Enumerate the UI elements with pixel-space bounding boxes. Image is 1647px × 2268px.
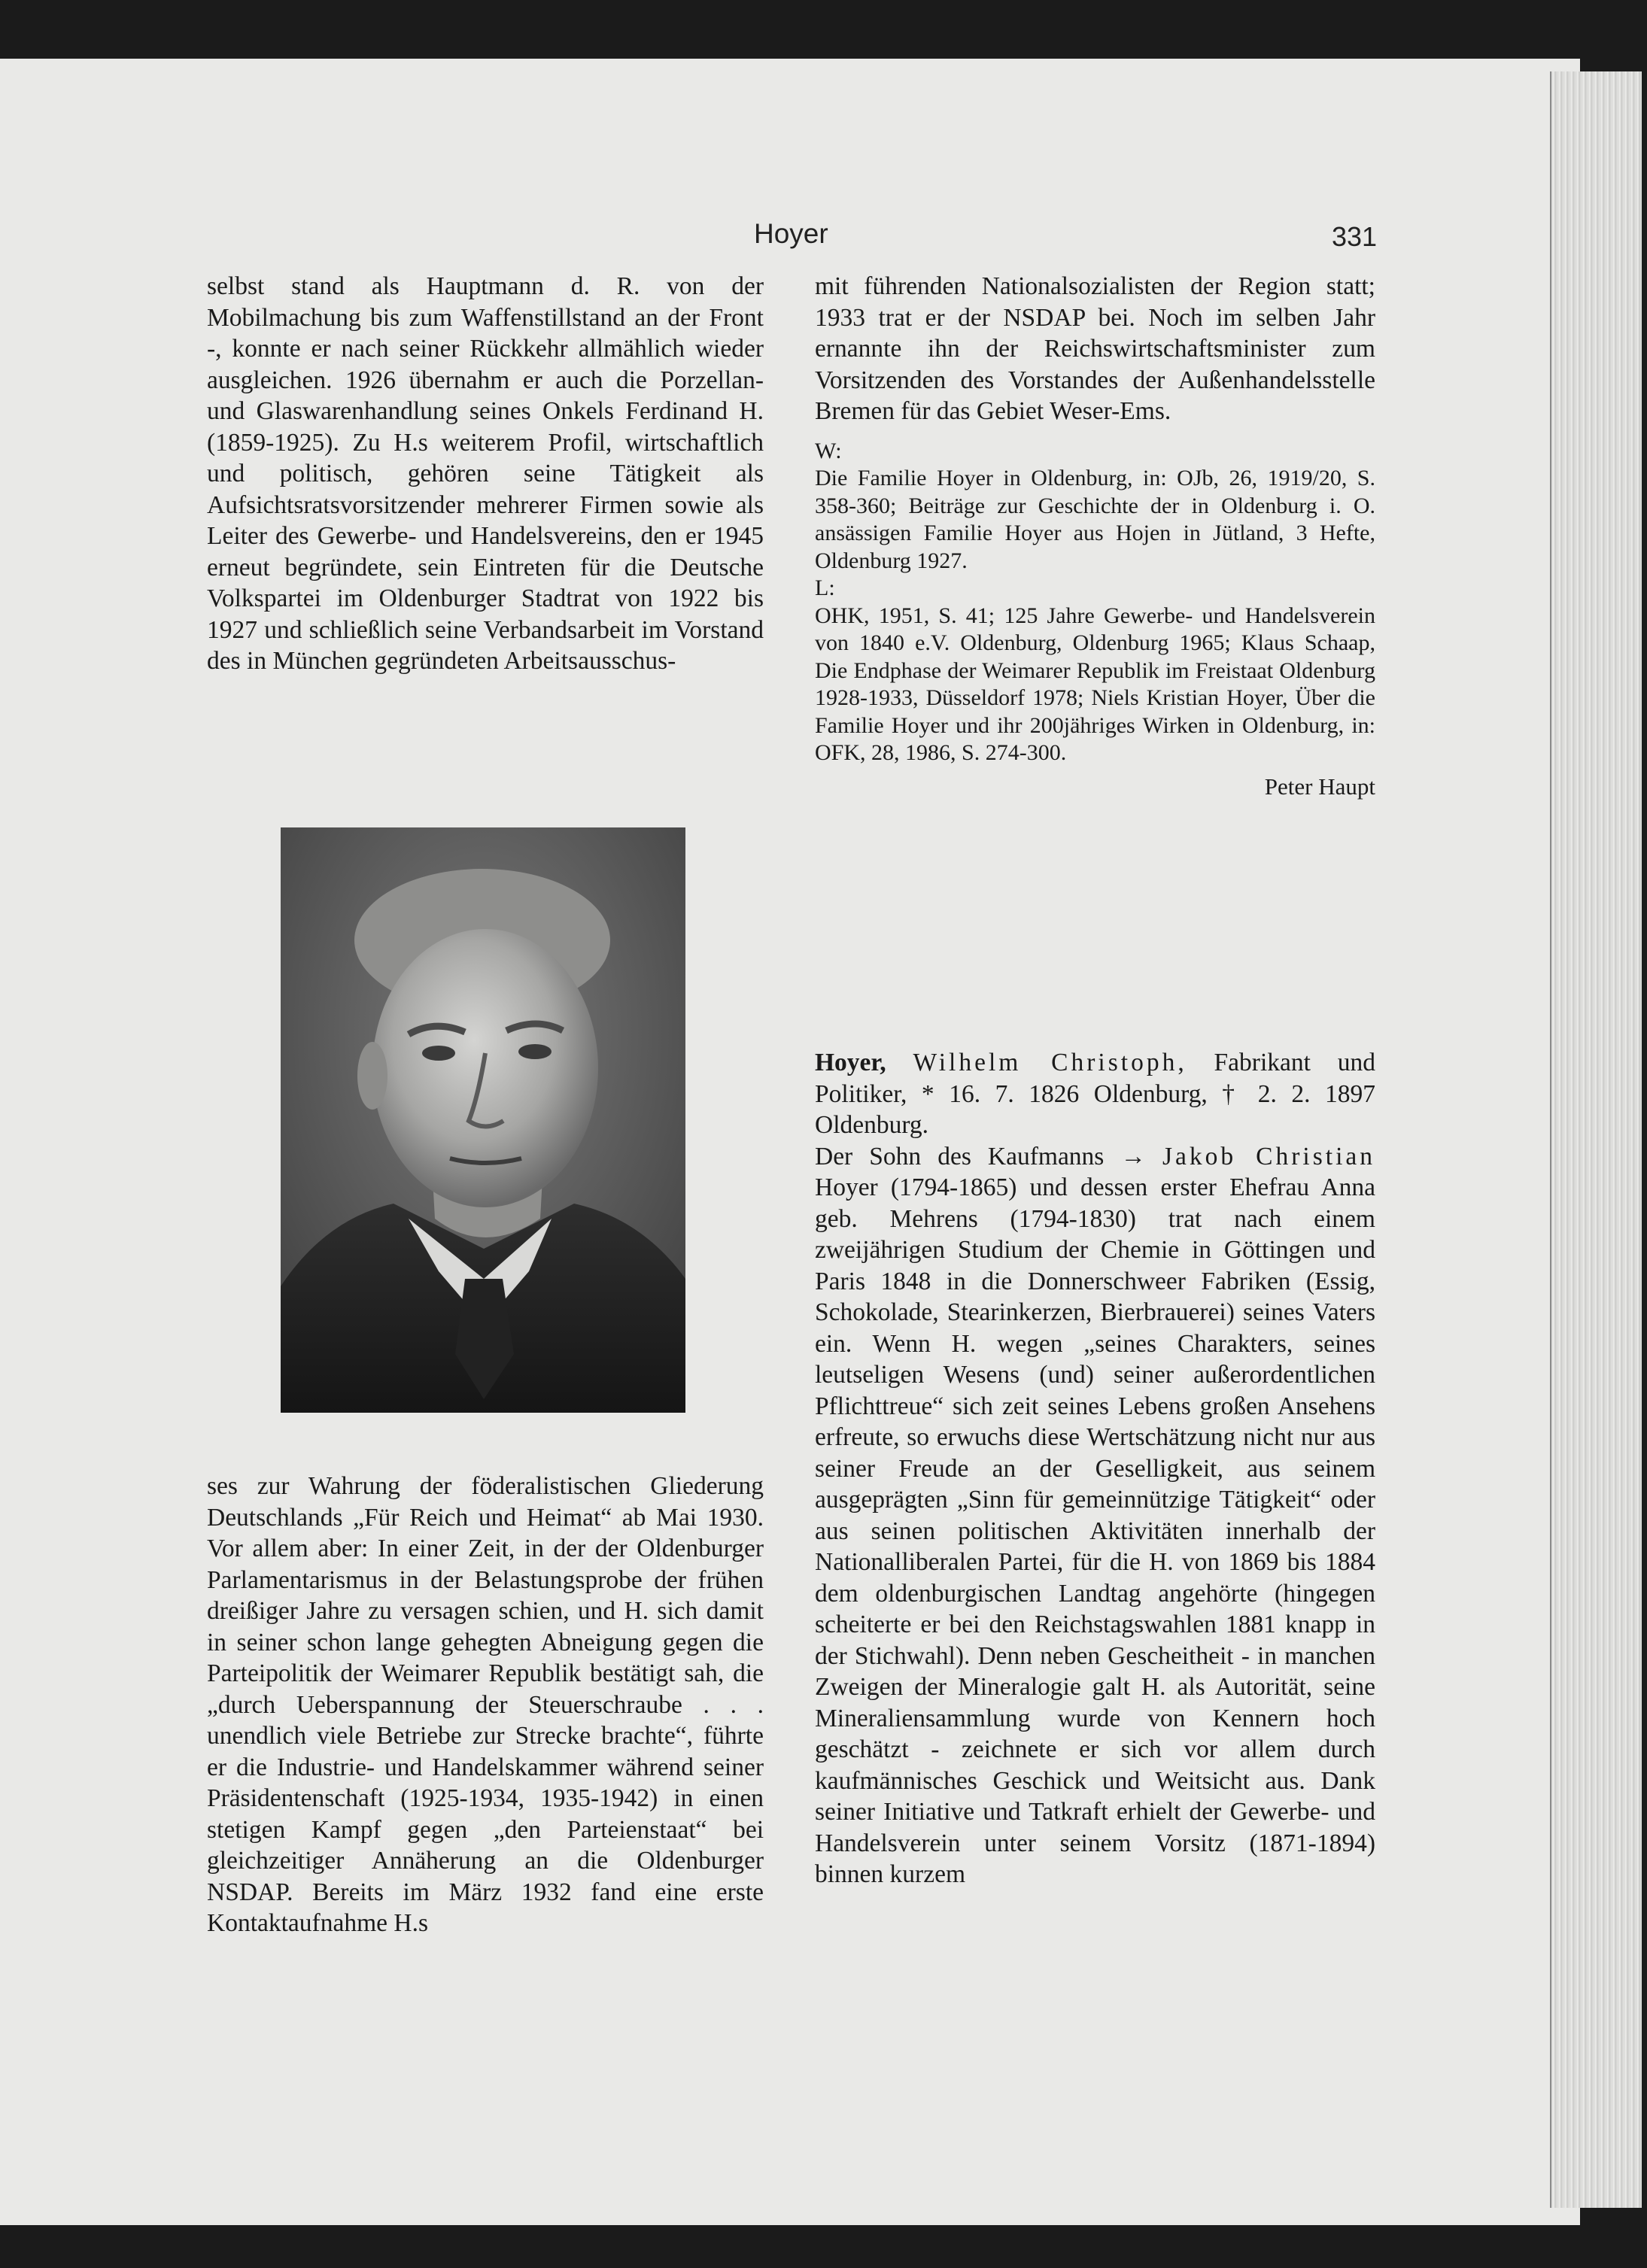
running-head: Hoyer: [754, 218, 828, 249]
page-number: 331: [1332, 221, 1378, 252]
left-column-top: [207, 271, 764, 677]
works-label: W:: [815, 438, 842, 463]
left-paragraph-bottom: ses zur Wahrung der föderalistischen Gliederung Deutschlands „Für Reich und Heimat“ ab Mai 1930. Vor allem aber: In einer Zeit, in der der Oldenburger Parlamentarismus in der Belastungsprobe der frühen dreißiger Jahre zu versagen schien, und H. sich damit in seiner schon lange gehegten Abneigung gegen die Parteipolitik der Weimarer Republik bestätigt sah, die „durch Ueberspannung der Steuerschraube . . . unendlich viele Betriebe zur Strecke brachte“, führte er die Industrie- und Handelskammer während seiner Präsidentenschaft (1925-1934, 1935-1942) in einen stetigen Kampf gegen „den Parteienstaat“ bei gleichzeitiger Annäherung an die Oldenburger NSDAP. Bereits im März 1932 fand eine erste Kontaktaufnahme H.s: [207, 1472, 764, 1937]
entry-body: [815, 1141, 1375, 1890]
father-name: Jakob Christian: [1162, 1142, 1376, 1170]
portrait-photo: [281, 827, 685, 1413]
literature-label: L:: [815, 575, 835, 600]
right-paragraph-top: mit führenden Nationalsozialisten der Region statt; 1933 trat er der NSDAP bei. Noch im selben Jahr ernannte ihn der Reichswirtschaftsminister zum Vorsitzenden des Vorstandes der Außenhandelsstelle Bremen für das Gebiet Weser-Ems.: [815, 272, 1375, 425]
entry-surname: Hoyer,: [815, 1049, 886, 1076]
literature-text: OHK, 1951, S. 41; 125 Jahre Gewerbe- und Handelsverein von 1840 e.V. Oldenburg, Oldenburg 1965; Klaus Schaap, Die Endphase der Weimarer Republik im Freistaat Oldenburg 1928-1933, Düsseldorf 1978; Niels Kristian Hoyer, Über die Familie Hoyer und ihr 200jähriges Wirken in Oldenburg, in: OFK, 28, 1986, S. 274-300.: [815, 603, 1375, 765]
entry-given-names: Wilhelm Christoph,: [913, 1049, 1187, 1076]
entry-body-start: Der Sohn des Kaufmanns →: [815, 1142, 1146, 1170]
left-column-bottom: [207, 1471, 764, 1939]
works-text: Die Familie Hoyer in Oldenburg, in: OJb, 26, 1919/20, S. 358-360; Beiträge zur Geschichte der in Oldenburg i. O. ansässigen Familie Hoyer aus Hojen in Jütland, 3 Hefte, Oldenburg 1927.: [815, 466, 1375, 573]
right-column-top: [815, 271, 1375, 802]
page-edges: [1550, 71, 1642, 2208]
left-paragraph-top: selbst stand als Hauptmann d. R. von der Mobilmachung bis zum Waffenstillstand an der Front -, konnte er nach seiner Rückkehr allmählich wieder ausgleichen. 1926 übernahm er auch die Porzellan- und Glaswarenhandlung seines Onkels Ferdinand H. (1859-1925). Zu H.s weiterem Profil, wirtschaftlich und politisch, gehören seine Tätigkeit als Aufsichtsratsvorsitzender mehrerer Firmen sowie als Leiter des Gewerbe- und Handelsvereins, den er 1945 erneut begründete, sein Eintreten für die Deutsche Volkspartei im Oldenburger Stadtrat von 1922 bis 1927 und schließlich seine Verbandsarbeit im Vorstand des in München gegründeten Arbeitsausschus-: [207, 272, 764, 675]
entry-body-rest: Hoyer (1794-1865) und dessen erster Ehefrau Anna geb. Mehrens (1794-1830) trat nach einem zweijährigen Studium der Chemie in Göttingen und Paris 1848 in die Donnerschweer Fabriken (Essig, Schokolade, Stearinkerzen, Bierbrauerei) seines Vaters ein. Wenn H. wegen „seines Charakters, seines leutseligen Wesens (und) seiner außerordentlichen Pflichttreue“ sich zeit seines Lebens großen Ansehens erfreute, so erwuchs diese Wertschätzung nicht nur aus seiner Freude an der Geselligkeit, aus seinem ausgeprägten „Sinn für gemeinnützige Tätigkeit“ oder aus seinen politischen Aktivitäten innerhalb der Nationalliberalen Partei, für die H. von 1869 bis 1884 dem oldenburgischen Landtag angehörte (hingegen scheiterte er bei den Reichstagswahlen 1881 knapp in der Stichwahl). Denn neben Gescheitheit - in manchen Zweigen der Mineralogie galt H. als Autorität, seine Mineraliensammlung wurde von Kennern hoch geschätzt - zeichnete er sich vor allem durch kaufmännisches Geschick und Weitsicht aus. Dank seiner Initiative und Tatkraft erhielt der Gewerbe- und Handelsverein unter seinem Vorsitz (1871-1894) binnen kurzem: [815, 1173, 1375, 1888]
entry-heading: [815, 1047, 1375, 1141]
author-signature: Peter Haupt: [1264, 773, 1375, 800]
entry-heading-rest: Fabrikant und Politiker, * 16. 7. 1826 Oldenburg, † 2. 2. 1897 Oldenburg.: [815, 1049, 1376, 1139]
portrait-illustration: [281, 827, 685, 1413]
new-entry: [815, 1047, 1375, 1890]
